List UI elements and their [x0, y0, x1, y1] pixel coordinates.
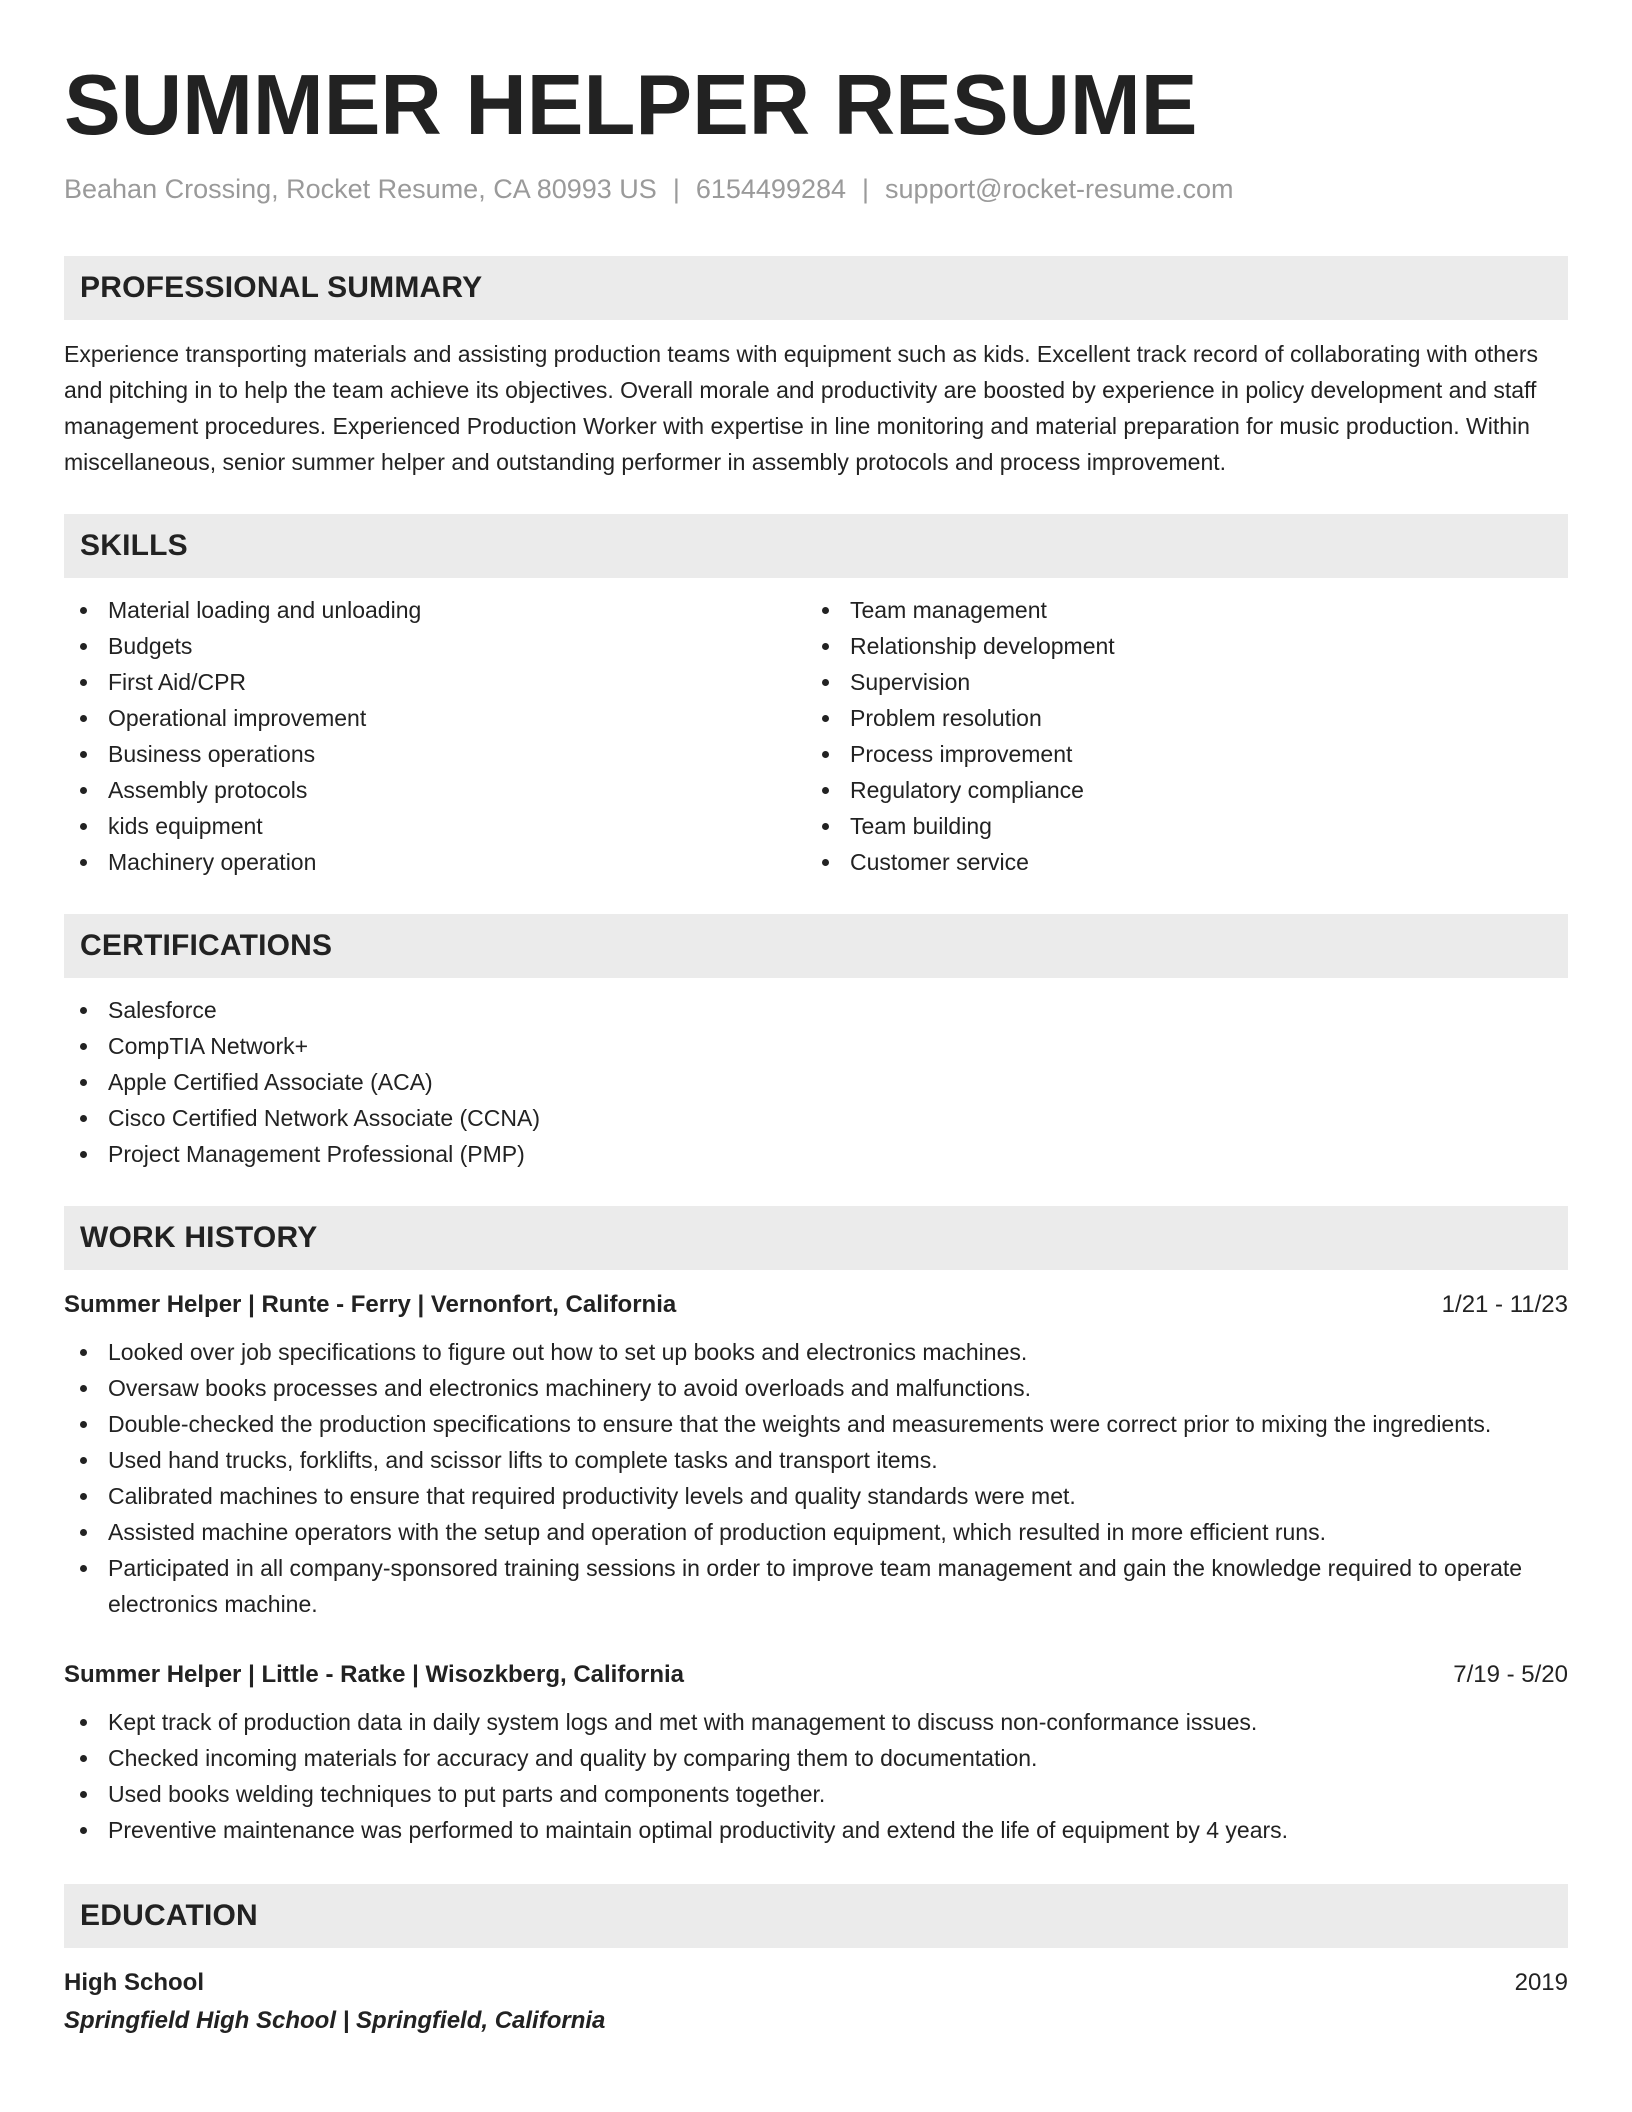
education-header: [64, 1966, 1568, 2000]
job-header: [64, 1288, 1568, 1322]
certifications-list: [64, 992, 1568, 1172]
job-dates: 7/19 - 5/20: [1453, 1661, 1568, 1688]
section-header-summary: PROFESSIONAL SUMMARY: [64, 256, 1568, 320]
job-bullet: Used books welding techniques to put parts and components together.: [64, 1776, 1568, 1812]
job-bullets: [64, 1704, 1568, 1848]
contact-separator: |: [862, 174, 870, 204]
job-bullet: Looked over job specifications to figure out how to set up books and electronics machines.: [64, 1334, 1568, 1370]
job-bullet: Checked incoming materials for accuracy and quality by comparing them to documentation.: [64, 1740, 1568, 1776]
skill-item: Assembly protocols: [64, 772, 806, 808]
job-bullet: Kept track of production data in daily system logs and met with management to discuss non-conformance issues.: [64, 1704, 1568, 1740]
certification-item: Cisco Certified Network Associate (CCNA): [64, 1100, 1568, 1136]
job-bullet: Participated in all company-sponsored training sessions in order to improve team management and gain the knowledge required to operate electronics machine.: [64, 1550, 1568, 1622]
job-bullet: Used hand trucks, forklifts, and scissor lifts to complete tasks and transport items.: [64, 1442, 1568, 1478]
skill-item: Team management: [806, 592, 1548, 628]
job-title: Summer Helper | Little - Ratke | Wisozkberg, California: [64, 1661, 685, 1688]
job-bullet: Preventive maintenance was performed to maintain optimal productivity and extend the life of equipment by 4 years.: [64, 1812, 1568, 1848]
skill-item: kids equipment: [64, 808, 806, 844]
skills-column-left: [64, 592, 806, 880]
job-bullet: Calibrated machines to ensure that required productivity levels and quality standards were met.: [64, 1478, 1568, 1514]
education-school: Springfield High School | Springfield, California: [64, 2007, 606, 2034]
job-entry: [64, 1288, 1568, 1622]
skill-item: Supervision: [806, 664, 1548, 700]
skill-item: First Aid/CPR: [64, 664, 806, 700]
job-bullet: Assisted machine operators with the setup and operation of production equipment, which resulted in more efficient runs.: [64, 1514, 1568, 1550]
skill-item: Relationship development: [806, 628, 1548, 664]
skill-item: Team building: [806, 808, 1548, 844]
certification-item: CompTIA Network+: [64, 1028, 1568, 1064]
job-bullet: Oversaw books processes and electronics machinery to avoid overloads and malfunctions.: [64, 1370, 1568, 1406]
certification-item: Apple Certified Associate (ACA): [64, 1064, 1568, 1100]
contact-address: Beahan Crossing, Rocket Resume, CA 80993 US: [64, 174, 657, 204]
section-header-education: EDUCATION: [64, 1884, 1568, 1948]
skill-item: Problem resolution: [806, 700, 1548, 736]
certification-item: Project Management Professional (PMP): [64, 1136, 1568, 1172]
job-bullets: [64, 1334, 1568, 1622]
job-header: [64, 1658, 1568, 1692]
education-degree: High School: [64, 1969, 204, 1996]
skill-item: Budgets: [64, 628, 806, 664]
job-entry: [64, 1658, 1568, 1848]
resume-title: SUMMER HELPER RESUME: [64, 58, 1198, 153]
education-year: 2019: [1514, 1969, 1568, 1996]
job-title: Summer Helper | Runte - Ferry | Vernonfort, California: [64, 1291, 677, 1318]
skills-column-right: [806, 592, 1548, 880]
skill-item: Customer service: [806, 844, 1548, 880]
resume-page: [64, 0, 1568, 2038]
section-header-work-history: WORK HISTORY: [64, 1206, 1568, 1270]
skill-item: Machinery operation: [64, 844, 806, 880]
summary-text: Experience transporting materials and assisting production teams with equipment such as kids. Excellent track record of collaborating with others and pitching in to help the team achieve its objectives. Overall morale and productivity are boosted by experience in policy development and staff management procedures. Experienced Production Worker with expertise in line monitoring and material preparation for music production. Within miscellaneous, senior summer helper and outstanding performer in assembly protocols and process improvement.: [64, 341, 1539, 475]
contact-phone: 6154499284: [695, 174, 847, 204]
skill-item: Process improvement: [806, 736, 1548, 772]
skill-item: Material loading and unloading: [64, 592, 806, 628]
contact-email: support@rocket-resume.com: [885, 174, 1234, 204]
skill-item: Operational improvement: [64, 700, 806, 736]
skills-list: [64, 592, 1568, 880]
section-header-certifications: CERTIFICATIONS: [64, 914, 1568, 978]
contact-line: [64, 172, 1568, 206]
job-dates: 1/21 - 11/23: [1441, 1291, 1568, 1318]
job-bullet: Double-checked the production specifications to ensure that the weights and measurements were correct prior to mixing the ingredients.: [64, 1406, 1568, 1442]
certification-item: Salesforce: [64, 992, 1568, 1028]
skill-item: Regulatory compliance: [806, 772, 1548, 808]
skill-item: Business operations: [64, 736, 806, 772]
section-header-skills: SKILLS: [64, 514, 1568, 578]
contact-separator: |: [672, 174, 680, 204]
